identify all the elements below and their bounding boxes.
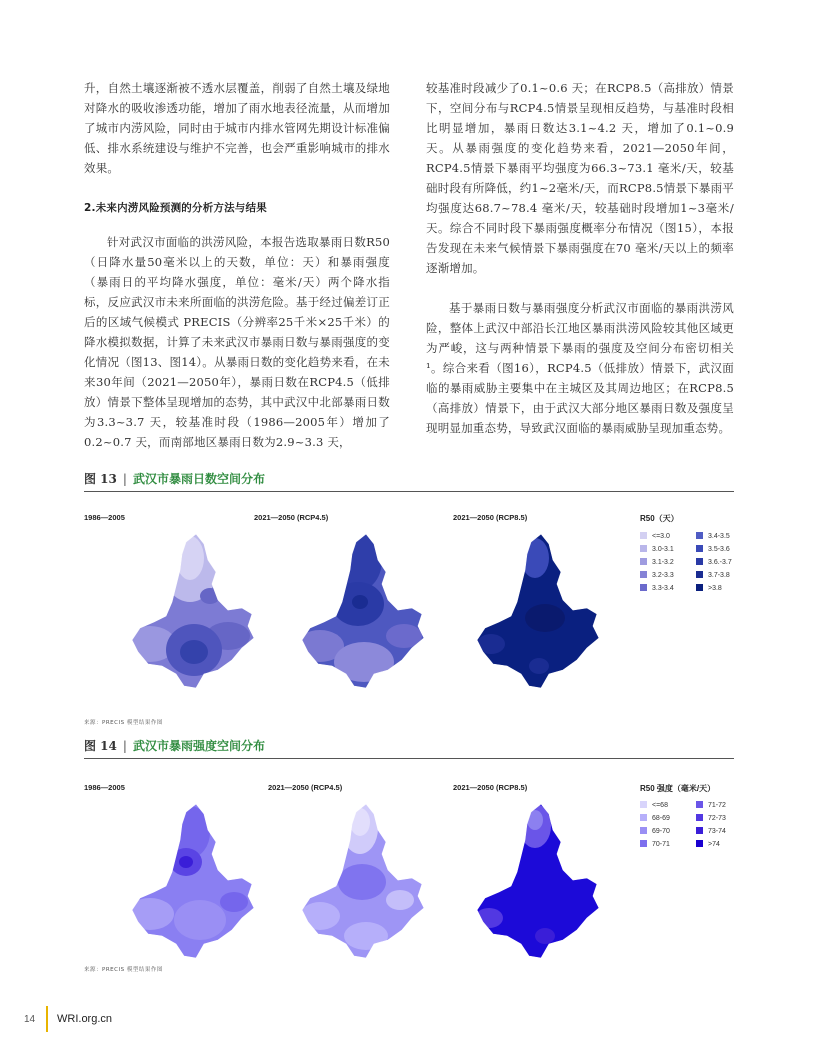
legend-swatch — [640, 827, 647, 834]
map-2021-2050-rcp45 — [280, 526, 440, 696]
legend-swatch — [640, 532, 647, 539]
legend-item — [696, 840, 720, 848]
legend-item — [640, 571, 674, 579]
figure-source: 来源：PRECIS 模型结果作图 — [84, 720, 163, 726]
legend-label: >3.8 — [708, 585, 722, 592]
legend-swatch — [696, 840, 703, 847]
page-number: 14 — [24, 1014, 36, 1025]
site-link[interactable]: WRI.org.cn — [57, 1013, 113, 1025]
legend-item — [696, 558, 732, 566]
right-text-column — [426, 78, 734, 458]
legend-label: 3.3-3.4 — [652, 585, 674, 592]
footer-divider — [46, 1006, 48, 1032]
legend-swatch — [696, 584, 703, 591]
legend-title: R50（天） — [640, 514, 679, 523]
legend-title: R50 强度（毫米/天） — [640, 784, 716, 793]
map-label: 2021—2050 (RCP8.5) — [453, 513, 528, 522]
legend-label: 69-70 — [652, 828, 670, 835]
legend-item — [640, 532, 670, 540]
figure-separator: | — [122, 739, 127, 753]
legend-label: 70-71 — [652, 841, 670, 848]
section-heading: 2.未来内涝风险预测的分析方法与结果 — [84, 202, 267, 214]
figure-13-title — [84, 470, 265, 487]
map-label: 2021—2050 (RCP4.5) — [254, 513, 329, 522]
map-2021-2050-rcp85 — [455, 526, 615, 696]
figure-name: 武汉市暴雨日数空间分布 — [132, 472, 265, 486]
legend-swatch — [640, 814, 647, 821]
map-label: 2021—2050 (RCP8.5) — [453, 783, 528, 792]
legend-label: 72-73 — [708, 815, 726, 822]
figure-name: 武汉市暴雨强度空间分布 — [132, 739, 265, 753]
map-2021-2050-rcp85 — [455, 796, 615, 966]
map-label: 2021—2050 (RCP4.5) — [268, 783, 343, 792]
legend-swatch — [696, 532, 703, 539]
paragraph: 基于暴雨日数与暴雨强度分析武汉市面临的暴雨洪涝风险，整体上武汉中部沿长江地区暴雨洪涝风险较其他区域更为严峻，这与两种情景下暴雨的强度及空间分布密切相关¹。综合来看（图16），RCP4.5（低排放）情景下，武汉面临的暴雨威胁主要集中在主城区及其周边地区；在RCP8.5（高排放）情景下，由于武汉大部分地区暴雨日数及强度呈现明显加重态势，导致武汉面临的暴雨威胁呈现加重态势。 — [426, 301, 734, 435]
legend-label: 3.0-3.1 — [652, 546, 674, 553]
left-text-column — [84, 78, 390, 472]
map-1986-2005 — [110, 526, 270, 696]
legend-label: 3.1-3.2 — [652, 559, 674, 566]
legend-item — [696, 545, 730, 553]
figure-rule — [84, 758, 734, 759]
legend-item — [696, 814, 726, 822]
legend-swatch — [696, 545, 703, 552]
legend-item — [696, 532, 730, 540]
legend-item — [640, 814, 670, 822]
legend-item — [640, 840, 670, 848]
legend-label: 73-74 — [708, 828, 726, 835]
map-2021-2050-rcp45 — [280, 796, 440, 966]
figure-rule — [84, 491, 734, 492]
legend-label: 3.5-3.6 — [708, 546, 730, 553]
legend-label: 71-72 — [708, 802, 726, 809]
figure-source: 来源：PRECIS 模型结果作图 — [84, 967, 163, 973]
legend-label: 3.2-3.3 — [652, 572, 674, 579]
legend-item — [640, 545, 674, 553]
legend-swatch — [640, 584, 647, 591]
legend-item — [640, 584, 674, 592]
legend-label: 3.6.-3.7 — [708, 559, 732, 566]
figure-number: 图 13 — [84, 472, 117, 486]
legend-item — [640, 801, 668, 809]
figure-separator: | — [122, 472, 127, 486]
legend-label: 3.4-3.5 — [708, 533, 730, 540]
legend-swatch — [640, 801, 647, 808]
legend-swatch — [696, 827, 703, 834]
paragraph: 升，自然土壤逐渐被不透水层覆盖，削弱了自然土壤及绿地对降水的吸收渗透功能，增加了雨水地表径流量，从而增加了城市内涝风险，同时由于城市内排水管网先期设计标准偏低、排水系统建设与维护不完善，也会严重影响城市的排水效果。 — [84, 81, 390, 175]
map-1986-2005 — [110, 796, 270, 966]
legend — [640, 801, 740, 857]
legend-item — [696, 801, 726, 809]
legend-item — [640, 558, 674, 566]
map-label: 1986—2005 — [84, 783, 125, 792]
legend-label: 3.7-3.8 — [708, 572, 730, 579]
legend-swatch — [696, 571, 703, 578]
legend-label: <=3.0 — [652, 533, 670, 540]
legend-swatch — [640, 571, 647, 578]
legend-swatch — [696, 558, 703, 565]
legend-swatch — [640, 545, 647, 552]
legend-swatch — [640, 840, 647, 847]
legend-item — [696, 584, 722, 592]
legend-item — [640, 827, 670, 835]
legend-swatch — [640, 558, 647, 565]
figure-number: 图 14 — [84, 739, 117, 753]
legend-label: <=68 — [652, 802, 668, 809]
paragraph: 较基准时段减少了0.1~0.6 天；在RCP8.5（高排放）情景下，空间分布与RCP4.5情景呈现相反趋势，与基准时段相比明显增加，暴雨日数达3.1~4.2 天，增加了0.1~0.9 天。从暴雨强度的变化趋势来看，2021—2050年间，RCP4.5情景下暴雨平均强度为66.3~73.1 毫米/天，较基础时段有所降低，约1~2毫米/天，而RCP8.5情景下暴雨平均强度达68.7~78.4 毫米/天，较基础时段增加1~3毫米/天。综合不同时段下暴雨强度概率分布情况（图15），本报告发现在未来气候情景下暴雨强度在70 毫米/天以上的频率逐渐增加。 — [426, 81, 734, 275]
legend-label: 68-69 — [652, 815, 670, 822]
legend-item — [696, 571, 730, 579]
legend — [640, 532, 740, 602]
legend-label: >74 — [708, 841, 720, 848]
legend-swatch — [696, 801, 703, 808]
figure-14-title — [84, 737, 265, 754]
map-label: 1986—2005 — [84, 513, 125, 522]
legend-item — [696, 827, 726, 835]
paragraph: 针对武汉市面临的洪涝风险，本报告选取暴雨日数R50（日降水量50毫米以上的天数，单位：天）和暴雨强度（暴雨日的平均降水强度，单位：毫米/天）两个降水指标，反应武汉市未来所面临的洪涝危险。基于经过偏差订正后的区域气候模式 PRECIS（分辨率25千米×25千米）的降水模拟数据，计算了未来武汉市暴雨日数与暴雨强度的变化情况（图13、图14）。从暴雨日数的变化趋势来看，在未来30年间（2021—2050年），暴雨日数在RCP4.5（低排放）情景下整体呈现增加的态势，其中武汉中北部暴雨日数为3.3~3.7 天，较基准时段（1986—2005年）增加了0.2~0.7 天，而南部地区暴雨日数为2.9~3.3 天， — [84, 235, 390, 449]
legend-swatch — [696, 814, 703, 821]
